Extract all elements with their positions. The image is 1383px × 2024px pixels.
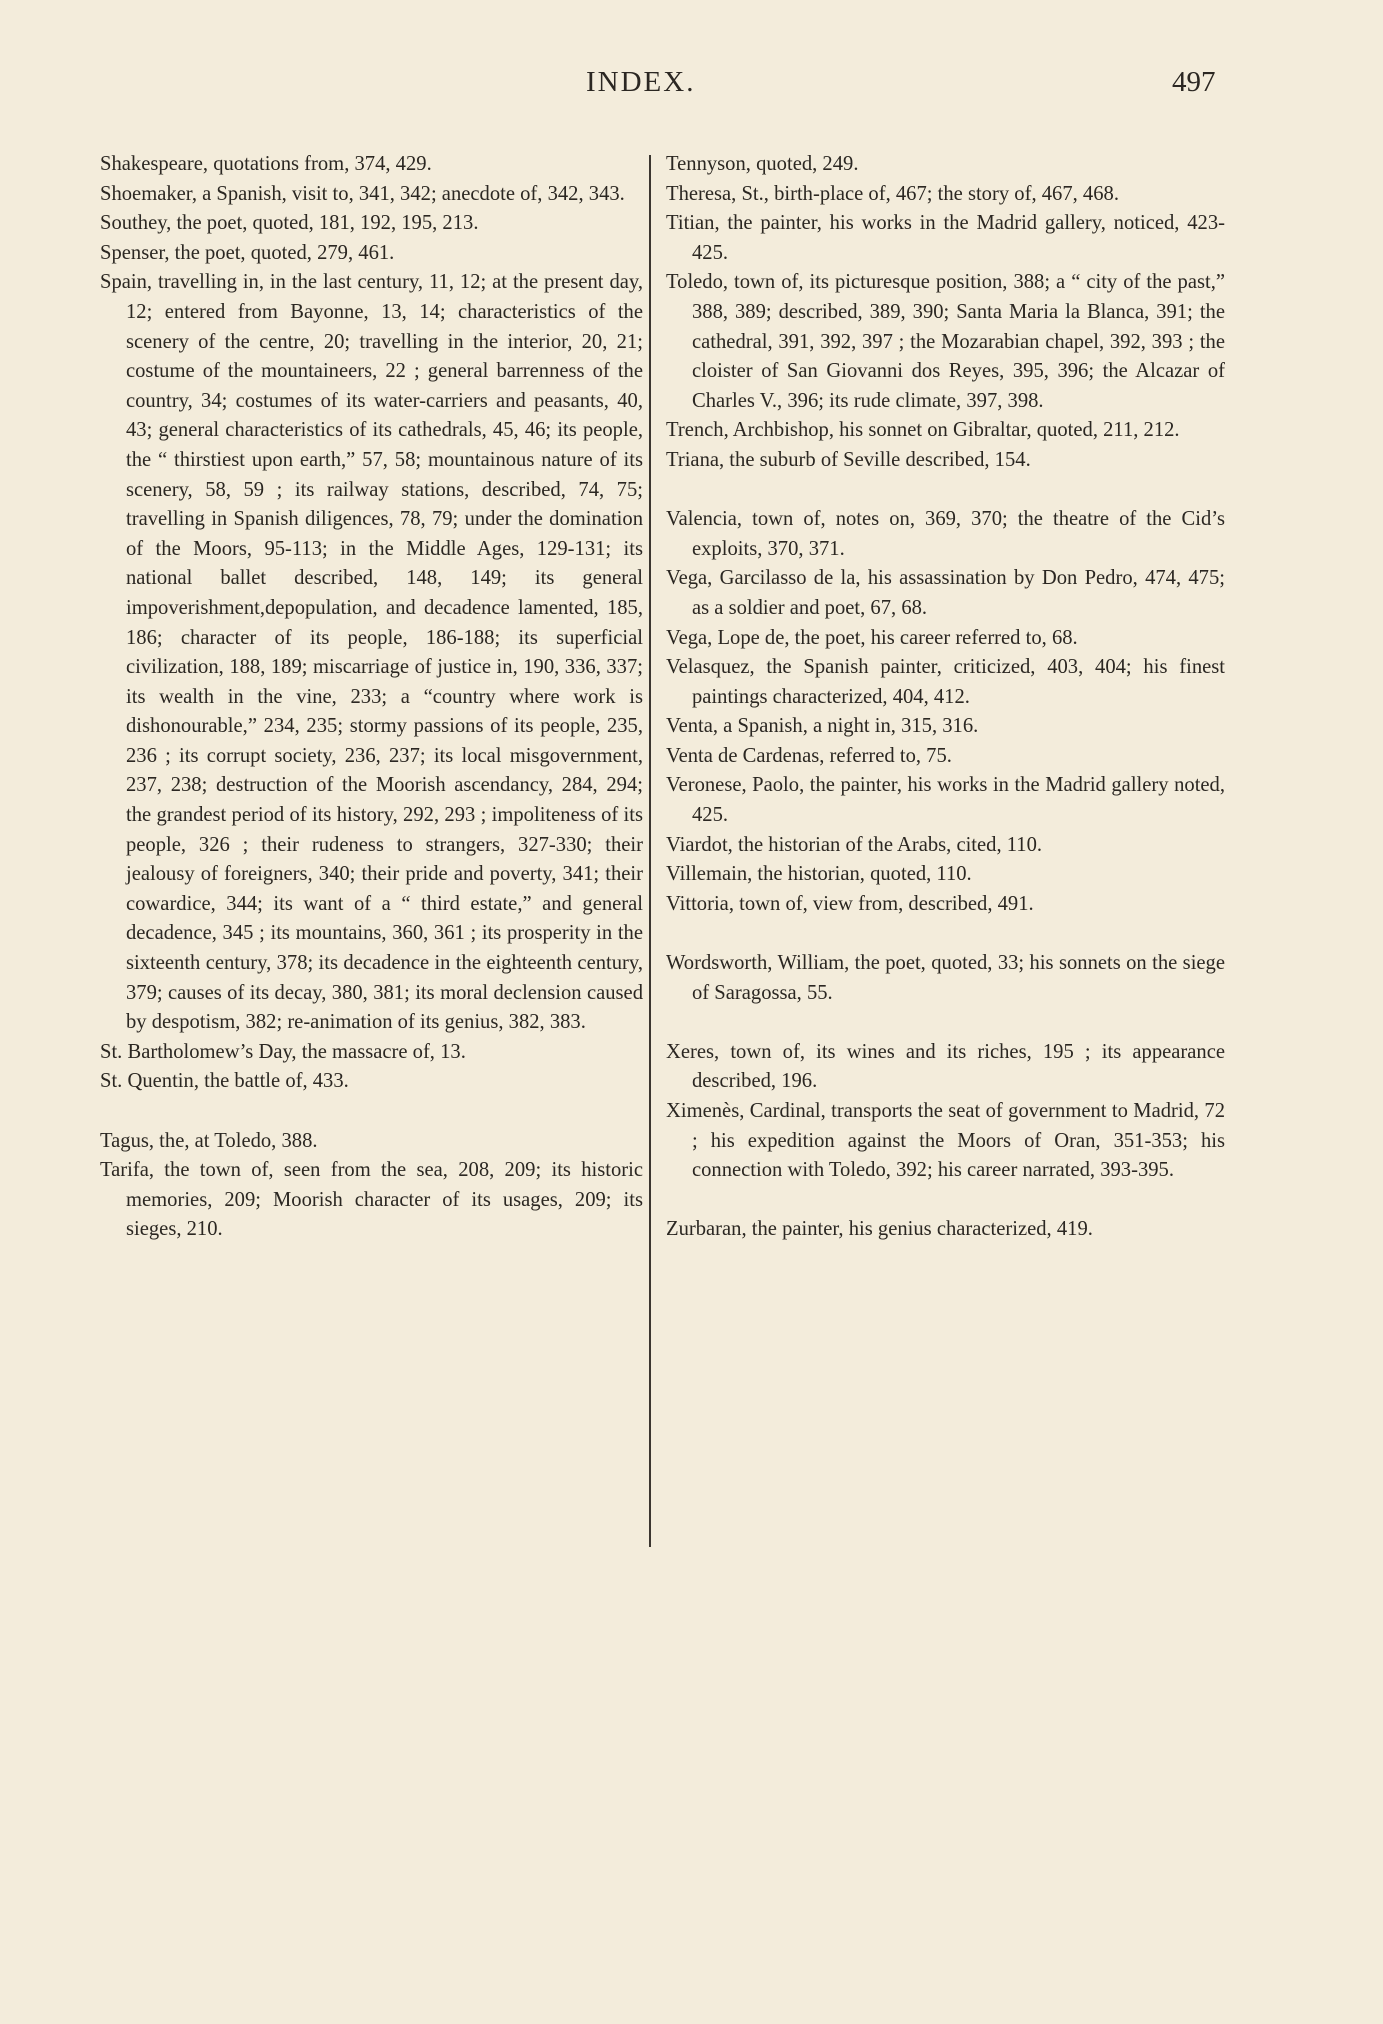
index-entry: Vega, Garcilasso de la, his assassination by Don Pedro, 474, 475; as a soldier and poet, 67, 68. xyxy=(666,567,1225,619)
index-entry: Xeres, town of, its wines and its riches, 195 ; its appearance described, 196. xyxy=(666,1040,1225,1093)
index-entry: Zurbaran, the painter, his genius characterized, 419. xyxy=(666,1218,1093,1241)
index-entry: Southey, the poet, quoted, 181, 192, 195, 213. xyxy=(100,212,479,235)
index-entry: Spenser, the poet, quoted, 279, 461. xyxy=(100,241,395,264)
index-entry: Titian, the painter, his works in the Madrid gallery, noticed, 423-425. xyxy=(666,212,1225,264)
index-entry: Veronese, Paolo, the painter, his works in the Madrid gallery noted, 425. xyxy=(666,774,1225,827)
index-entry: Trench, Archbishop, his sonnet on Gibraltar, quoted, 211, 212. xyxy=(666,419,1180,442)
index-entry: Venta de Cardenas, referred to, 75. xyxy=(666,744,952,767)
index-entry: Triana, the suburb of Seville described, 154. xyxy=(666,448,1031,471)
index-entry: Valencia, town of, notes on, 369, 370; the theatre of the Cid’s exploits, 370, 371. xyxy=(666,508,1225,560)
page-title: INDEX. xyxy=(586,66,696,98)
index-entry: Tarifa, the town of, seen from the sea, 208, 209; its historic memories, 209; Moorish character of its usages, 209; its sieges, 210. xyxy=(100,1159,643,1241)
index-entry: Shakespeare, quotations from, 374, 429. xyxy=(100,153,432,175)
section-gap xyxy=(666,1186,1225,1216)
index-column-left xyxy=(100,150,643,1245)
index-entry: St. Quentin, the battle of, 433. xyxy=(100,1070,349,1093)
section-gap xyxy=(100,1097,643,1127)
index-entry: Velasquez, the Spanish painter, criticized, 403, 404; his finest paintings characterized, 404, 412. xyxy=(666,656,1225,708)
page-header xyxy=(0,66,1383,106)
index-entry: Ximenès, Cardinal, transports the seat of government to Madrid, 72 ; his expedition against the Moors of Oran, 351-353; his connection with Toledo, 392; his career narrated, 393-395. xyxy=(666,1100,1225,1182)
index-entry: Tennyson, quoted, 249. xyxy=(666,153,859,175)
index-entry: Vittoria, town of, view from, described, 491. xyxy=(666,892,1034,915)
index-entry: Toledo, town of, its picturesque position, 388; a “ city of the past,” 388, 389; described, 389, 390; Santa Maria la Blanca, 391; the cathedral, 391, 392, 397 ; the Mozarabian chapel, 392, 393 ; the cloister of San Giovanni dos Reyes, 395, 396; the Alcazar of Charles V., 396; its rude climate, 397, 398. xyxy=(666,271,1225,412)
index-entry: Wordsworth, William, the poet, quoted, 33; his sonnets on the siege of Saragossa, 55. xyxy=(666,952,1225,1004)
section-gap xyxy=(666,919,1225,949)
index-entry: St. Bartholomew’s Day, the massacre of, 13. xyxy=(100,1040,466,1063)
section-gap xyxy=(666,1008,1225,1038)
index-entry: Shoemaker, a Spanish, visit to, 341, 342; anecdote of, 342, 343. xyxy=(100,182,625,205)
column-divider xyxy=(649,155,651,1547)
index-entry: Villemain, the historian, quoted, 110. xyxy=(666,863,972,886)
page-number: 497 xyxy=(1172,66,1216,98)
index-entry: Theresa, St., birth-place of, 467; the story of, 467, 468. xyxy=(666,182,1119,205)
index-entry: Vega, Lope de, the poet, his career referred to, 68. xyxy=(666,626,1078,649)
index-entry: Venta, a Spanish, a night in, 315, 316. xyxy=(666,715,979,738)
index-entry: Spain, travelling in, in the last century, 11, 12; at the present day, 12; entered from Bayonne, 13, 14; characteristics of the scenery of the centre, 20; travelling in the interior, 20, 21; costume of the mountaineers, 22 ; general barrenness of the country, 34; costumes of its water-carriers and peasants, 40, 43; general characteristics of its cathedrals, 45, 46; its people, the “ thirstiest upon earth,” 57, 58; mountainous nature of its scenery, 58, 59 ; its railway stations, described, 74, 75; travelling in Spanish diligences, 78, 79; under the domination of the Moors, 95-113; in the Middle Ages, 129-131; its national ballet described, 148, 149; its general impoverishment,depopulation, and decadence lamented, 185, 186; character of its people, 186-188; its superficial civilization, 188, 189; miscarriage of justice in, 190, 336, 337; its wealth in the vine, 233; a “country where work is dishonourable,” 234, 235; stormy passions of its people, 235, 236 ; its corrupt society, 236, 237; its local misgovernment, 237, 238; destruction of the Moorish ascendancy, 284, 294; the grandest period of its history, 292, 293 ; impoliteness of its people, 326 ; their rudeness to strangers, 327-330; their jealousy of foreigners, 340; their pride and poverty, 341; their cowardice, 344; its want of a “ third estate,” and general decadence, 345 ; its mountains, 360, 361 ; its prosperity in the sixteenth century, 378; its decadence in the eighteenth century, 379; causes of its decay, 380, 381; its moral declension caused by despotism, 382; re-animation of its genius, 382, 383. xyxy=(100,271,643,1034)
section-gap xyxy=(666,476,1225,506)
index-entry: Viardot, the historian of the Arabs, cited, 110. xyxy=(666,833,1043,856)
index-entry: Tagus, the, at Toledo, 388. xyxy=(100,1129,318,1152)
index-column-right xyxy=(666,150,1225,1245)
